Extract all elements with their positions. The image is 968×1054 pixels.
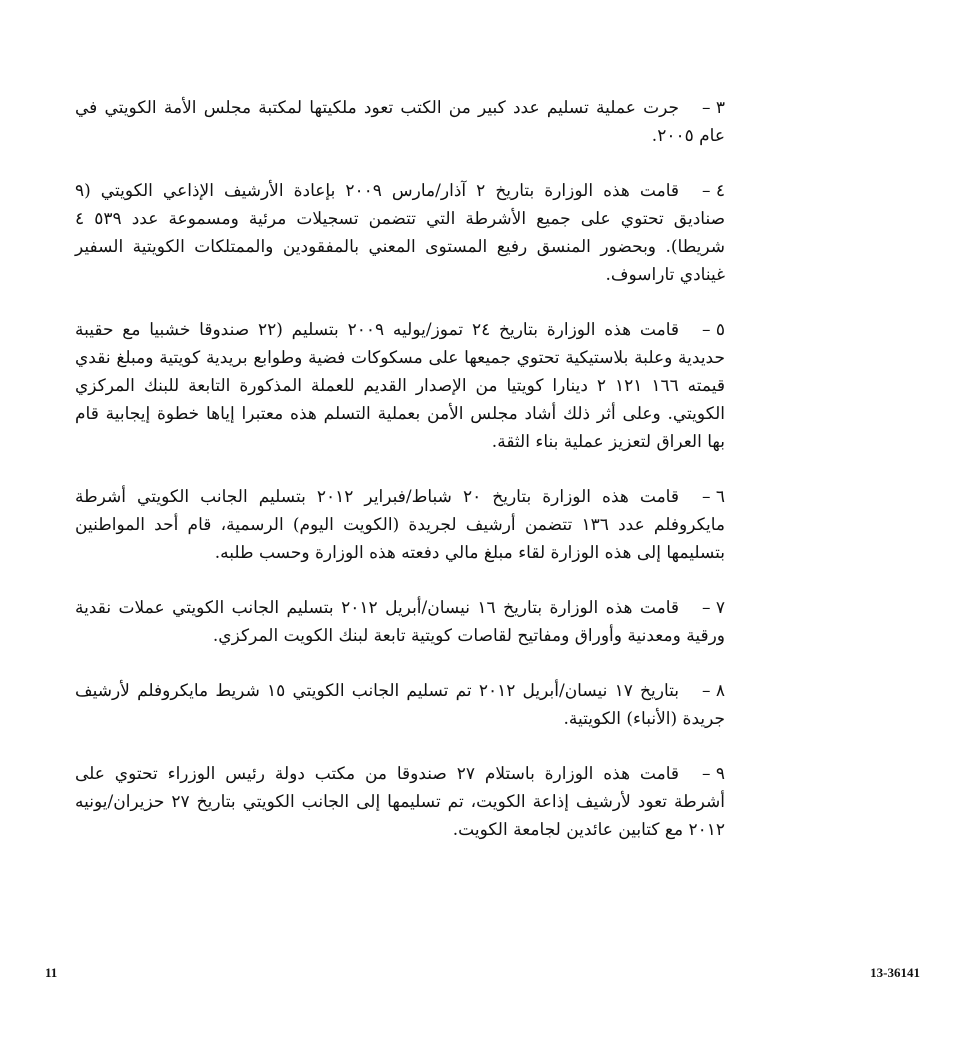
paragraph-text: قامت هذه الوزارة بتاريخ ١٦ نيسان/أبريل ٢٠١٢ بتسليم الجانب الكويتي عملات نقدية ورقية ومعدنية وأوراق ومفاتيح لقاصات كويتية تابعة لبنك الكويت المركزي. [75, 598, 725, 646]
document-symbol: 13-36141 [870, 965, 920, 980]
paragraph-5 [75, 316, 725, 456]
paragraph-3 [75, 94, 725, 150]
paragraph-text: قامت هذه الوزارة بتاريخ ٢٠ شباط/فبراير ٢٠١٢ بتسليم الجانب الكويتي أشرطة مايكروفلم عدد ١٣٦ تتضمن أرشيف لجريدة (الكويت اليوم) الرسمية، قام أحد المواطنين بتسليمها إلى هذه الوزارة لقاء مبلغ مالي دفعته هذه الوزارة وحسب طلبه. [75, 487, 725, 563]
cropped-previous-line [110, 0, 440, 4]
paragraph-number: ٤ – [701, 181, 725, 201]
paragraph-4 [75, 177, 725, 289]
paragraph-9 [75, 760, 725, 844]
paragraph-number: ٨ – [701, 681, 726, 701]
paragraph-6 [75, 483, 725, 567]
paragraph-number: ٧ – [701, 598, 726, 618]
paragraph-text: بتاريخ ١٧ نيسان/أبريل ٢٠١٢ تم تسليم الجانب الكويتي ١٥ شريط مايكروفلم لأرشيف جريدة (الأنباء) الكويتية. [75, 681, 725, 729]
paragraph-number: ٥ – [701, 320, 725, 340]
document-body [75, 94, 725, 844]
paragraph-8 [75, 677, 725, 733]
paragraph-number: ٦ – [701, 487, 725, 507]
paragraph-number: ٣ – [701, 98, 725, 118]
paragraph-text: قامت هذه الوزارة بتاريخ ٢٤ تموز/يوليه ٢٠٠٩ بتسليم (٢٢ صندوقا خشبيا مع حقيبة حديدية وعلبة بلاستيكية تحتوي جميعها على مسكوكات فضية وطوابع بريدية كويتية ومبلغ نقدي قيمته ١٦٦ ١٢١ ٢ دينارا كويتيا من الإصدار القديم للعملة المذكورة التابعة للبنك المركزي الكويتي. وعلى أثر ذلك أشاد مجلس الأمن بعملية التسلم هذه معتبرا إياها خطوة إيجابية قام بها العراق لتعزيز عملية بناء الثقة. [75, 320, 726, 452]
paragraph-7 [75, 594, 725, 650]
page-number: 11 [45, 965, 58, 980]
paragraph-text: قامت هذه الوزارة بتاريخ ٢ آذار/مارس ٢٠٠٩ بإعادة الأرشيف الإذاعي الكويتي (٩ صناديق تحتوي على جميع الأشرطة التي تتضمن تسجيلات مرئية ومسموعة عدد ٥٣٩ ٤ شريطا). وبحضور المنسق رفيع المستوى المعني بالمفقودين والممتلكات الكويتية السفير غينادي تاراسوف. [75, 181, 726, 285]
paragraph-number: ٩ – [701, 764, 725, 784]
paragraph-text: قامت هذه الوزارة باستلام ٢٧ صندوقا من مكتب دولة رئيس الوزراء تحتوي على أشرطة تعود لأرشيف إذاعة الكويت، تم تسليمها إلى الجانب الكويتي بتاريخ ٢٧ حزيران/يونيه ٢٠١٢ مع كتابين عائدين لجامعة الكويت. [75, 764, 725, 840]
paragraph-text: جرت عملية تسليم عدد كبير من الكتب تعود ملكيتها لمكتبة مجلس الأمة الكويتي في عام ٢٠٠٥. [75, 98, 725, 146]
